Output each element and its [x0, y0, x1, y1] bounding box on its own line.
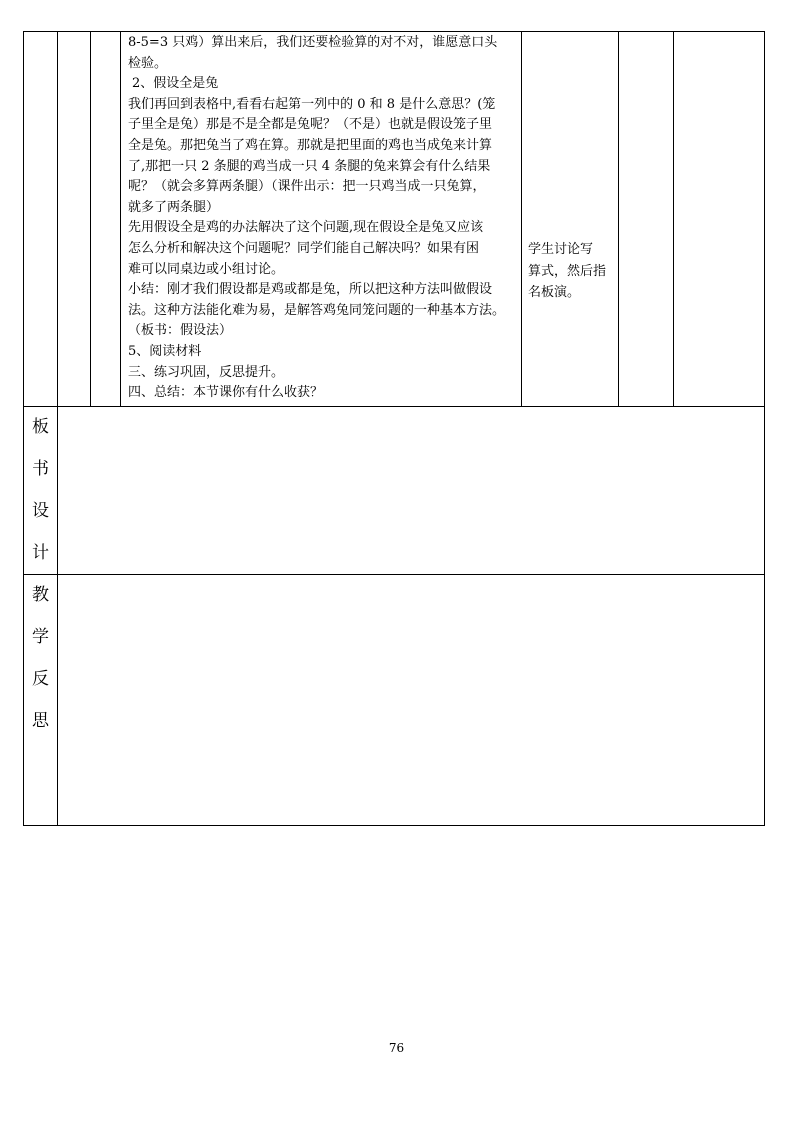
process-line: 呢？（就会多算两条腿）（课件出示：把一只鸡当成一只兔算， [128, 179, 486, 195]
row-divider [23, 406, 765, 407]
label-char: 思 [32, 711, 49, 731]
teaching-process-cell [128, 33, 518, 404]
label-char: 反 [32, 669, 49, 689]
process-line: 就多了两条腿） [128, 199, 220, 215]
process-line: 2、假设全是兔 [132, 76, 219, 92]
process-line: 怎么分析和解决这个问题呢？同学们能自己解决吗？如果有困 [128, 240, 480, 256]
student-line: 学生讨论写 [528, 242, 594, 257]
student-line: 名板演。 [528, 285, 581, 300]
process-line: 难可以同桌边或小组讨论。 [128, 261, 285, 277]
process-line: 我们再回到表格中,看看右起第一列中的 0 和 8 是什么意思？(笼 [128, 96, 496, 112]
process-line: 三、练习巩固，反思提升。 [128, 364, 285, 380]
process-line: 8-5=3 只鸡）算出来后，我们还要检验算的对不对，谁愿意口头 [128, 35, 498, 50]
process-line: 了,那把一只 2 条腿的鸡当成一只 4 条腿的兔来算会有什么结果 [128, 158, 491, 174]
table-border-bottom [23, 825, 765, 826]
column-divider [57, 31, 58, 826]
column-divider [673, 31, 674, 407]
label-char: 学 [32, 627, 49, 647]
table-border-right [764, 31, 765, 826]
student-line: 算式，然后指 [528, 263, 607, 279]
process-line: 5、阅读材料 [128, 343, 202, 359]
column-divider [618, 31, 619, 407]
page-number: 76 [388, 1041, 405, 1055]
process-line: 检验。 [128, 55, 168, 71]
process-line: 先用假设全是鸡的办法解决了这个问题,现在假设全是兔又应该 [128, 220, 484, 236]
label-char: 板 [32, 417, 49, 437]
process-line: 法。这种方法能化难为易，是解答鸡兔同笼问题的一种基本方法。 [128, 302, 506, 318]
table-border-top [23, 31, 765, 32]
column-divider [521, 31, 522, 407]
column-divider [90, 31, 91, 407]
process-line: 小结：刚才我们假设都是鸡或都是兔，所以把这种方法叫做假设 [128, 282, 493, 298]
process-line: 全是兔。那把兔当了鸡在算。那就是把里面的鸡也当成兔来计算 [128, 137, 493, 153]
student-activity-cell [528, 239, 616, 304]
process-line: 四、总结：本节课你有什么收获？ [128, 385, 324, 401]
process-line: 子里全是兔）那是不是全都是兔呢？（不是）也就是假设笼子里 [128, 117, 493, 133]
teaching-reflection-label [24, 574, 57, 742]
label-char: 教 [32, 585, 49, 605]
label-char: 计 [32, 543, 49, 563]
board-design-label [24, 406, 57, 574]
column-divider [120, 31, 121, 407]
label-char: 设 [32, 501, 49, 521]
row-divider [23, 574, 765, 575]
process-line: （板书：假设法） [128, 323, 233, 339]
label-char: 书 [32, 459, 49, 479]
